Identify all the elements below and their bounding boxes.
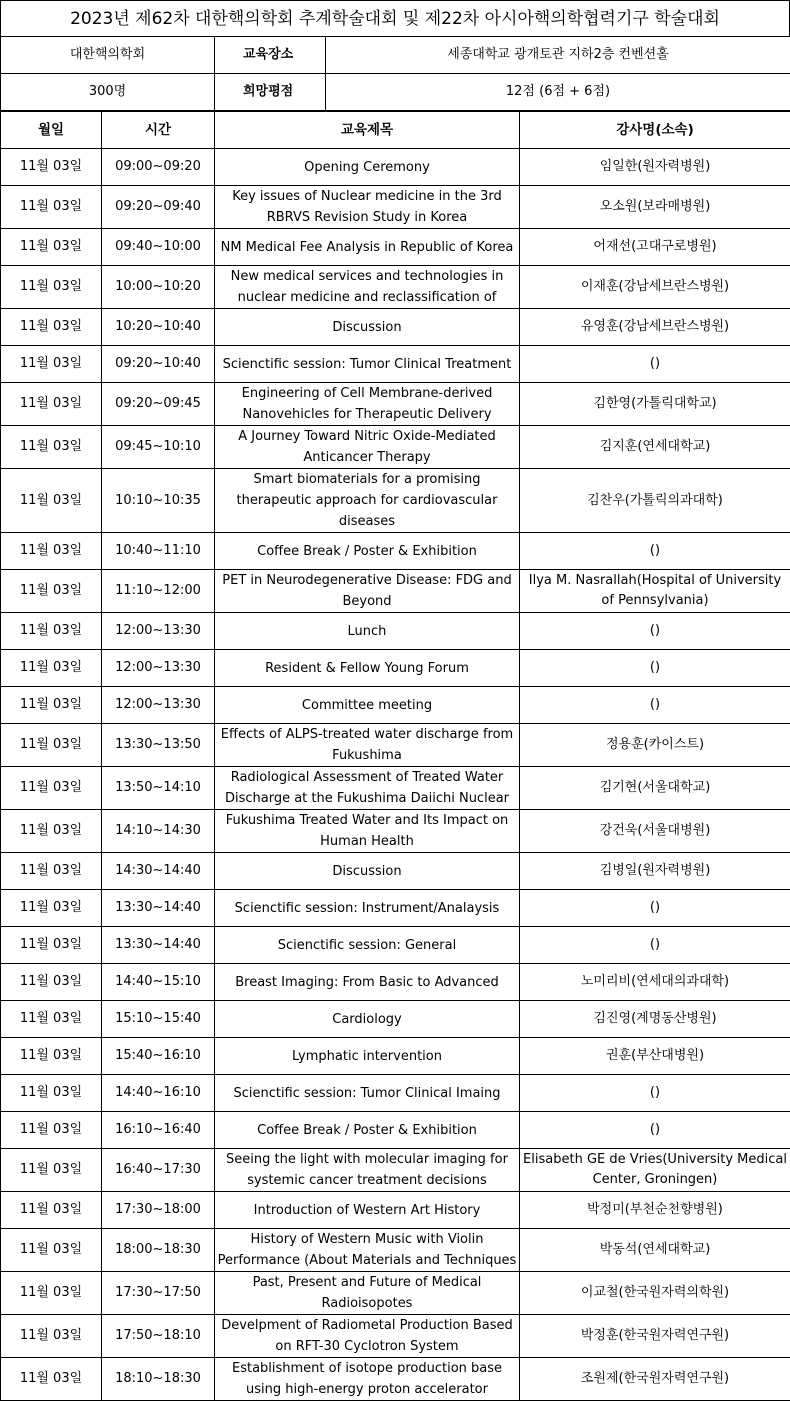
cell-time: 09:40~10:00 — [102, 229, 215, 266]
schedule-body — [1, 149, 790, 1401]
cell-date: 11월 03일 — [1, 1315, 102, 1358]
cell-speaker: 김지훈(연세대학교) — [520, 426, 790, 469]
cell-speaker: () — [520, 346, 790, 383]
table-row — [1, 1001, 790, 1038]
cell-time: 09:20~10:40 — [102, 346, 215, 383]
cell-date: 11월 03일 — [1, 1272, 102, 1315]
cell-date: 11월 03일 — [1, 149, 102, 186]
cell-time: 15:10~15:40 — [102, 1001, 215, 1038]
cell-time: 14:40~16:10 — [102, 1075, 215, 1112]
info-row-2 — [1, 74, 790, 111]
cell-topic: Breast Imaging: From Basic to Advanced — [215, 964, 520, 1001]
cell-time: 11:10~12:00 — [102, 570, 215, 613]
header-topic: 교육제목 — [215, 112, 520, 149]
table-row — [1, 687, 790, 724]
venue: 세종대학교 광개토관 지하2층 컨벤션홀 — [326, 37, 790, 74]
cell-topic: Engineering of Cell Membrane-derived Nanovehicles for Therapeutic Delivery — [215, 383, 520, 426]
cell-topic: Scienctific session: General — [215, 927, 520, 964]
cell-speaker: 김기현(서울대학교) — [520, 767, 790, 810]
cell-time: 13:30~13:50 — [102, 724, 215, 767]
cell-topic: Cardiology — [215, 1001, 520, 1038]
table-row — [1, 1192, 790, 1229]
table-row — [1, 1038, 790, 1075]
cell-date: 11월 03일 — [1, 469, 102, 533]
table-row — [1, 533, 790, 570]
cell-date: 11월 03일 — [1, 927, 102, 964]
table-row — [1, 346, 790, 383]
schedule-header-row — [1, 112, 790, 149]
table-row — [1, 1229, 790, 1272]
cell-date: 11월 03일 — [1, 383, 102, 426]
cell-time: 14:40~15:10 — [102, 964, 215, 1001]
cell-speaker: () — [520, 687, 790, 724]
cell-speaker: () — [520, 890, 790, 927]
cell-speaker: Ilya M. Nasrallah(Hospital of University of Pennsylvania) — [520, 570, 790, 613]
cell-speaker: 어재선(고대구로병원) — [520, 229, 790, 266]
table-row — [1, 853, 790, 890]
cell-date: 11월 03일 — [1, 613, 102, 650]
cell-speaker: () — [520, 927, 790, 964]
table-row — [1, 1358, 790, 1401]
info-row-1 — [1, 37, 790, 74]
table-row — [1, 426, 790, 469]
cell-speaker: 강건욱(서울대병원) — [520, 810, 790, 853]
credits: 12점 (6점 + 6점) — [326, 74, 790, 111]
cell-time: 17:30~18:00 — [102, 1192, 215, 1229]
cell-speaker: () — [520, 650, 790, 687]
cell-date: 11월 03일 — [1, 346, 102, 383]
cell-topic: Opening Ceremony — [215, 149, 520, 186]
cell-topic: Scienctific session: Tumor Clinical Treatment — [215, 346, 520, 383]
cell-date: 11월 03일 — [1, 1075, 102, 1112]
cell-date: 11월 03일 — [1, 266, 102, 309]
table-row — [1, 964, 790, 1001]
cell-topic: Establishment of isotope production base using high-energy proton accelerator — [215, 1358, 520, 1401]
header-speaker: 강사명(소속) — [520, 112, 790, 149]
cell-topic: History of Western Music with Violin Performance (About Materials and Techniques — [215, 1229, 520, 1272]
table-row — [1, 1075, 790, 1112]
cell-time: 09:20~09:40 — [102, 186, 215, 229]
cell-time: 12:00~13:30 — [102, 687, 215, 724]
cell-topic: PET in Neurodegenerative Disease: FDG and Beyond — [215, 570, 520, 613]
table-row — [1, 650, 790, 687]
cell-time: 09:45~10:10 — [102, 426, 215, 469]
cell-time: 10:40~11:10 — [102, 533, 215, 570]
table-row — [1, 229, 790, 266]
cell-date: 11월 03일 — [1, 309, 102, 346]
cell-time: 14:10~14:30 — [102, 810, 215, 853]
cell-topic: Committee meeting — [215, 687, 520, 724]
cell-time: 12:00~13:30 — [102, 613, 215, 650]
cell-date: 11월 03일 — [1, 533, 102, 570]
cell-speaker: 오소원(보라매병원) — [520, 186, 790, 229]
table-row — [1, 810, 790, 853]
cell-time: 10:20~10:40 — [102, 309, 215, 346]
table-row — [1, 724, 790, 767]
cell-date: 11월 03일 — [1, 570, 102, 613]
cell-speaker: () — [520, 613, 790, 650]
cell-time: 12:00~13:30 — [102, 650, 215, 687]
cell-topic: Lunch — [215, 613, 520, 650]
cell-topic: Past, Present and Future of Medical Radioisopotes — [215, 1272, 520, 1315]
cell-time: 15:40~16:10 — [102, 1038, 215, 1075]
venue-label: 교육장소 — [215, 37, 326, 74]
header-time: 시간 — [102, 112, 215, 149]
cell-speaker: 박동석(연세대학교) — [520, 1229, 790, 1272]
cell-time: 16:10~16:40 — [102, 1112, 215, 1149]
cell-topic: Coffee Break / Poster & Exhibition — [215, 1112, 520, 1149]
cell-date: 11월 03일 — [1, 229, 102, 266]
credits-label: 희망평점 — [215, 74, 326, 111]
cell-topic: Lymphatic intervention — [215, 1038, 520, 1075]
cell-speaker: 유영훈(강남세브란스병원) — [520, 309, 790, 346]
cell-date: 11월 03일 — [1, 426, 102, 469]
cell-date: 11월 03일 — [1, 767, 102, 810]
cell-date: 11월 03일 — [1, 1001, 102, 1038]
organizer: 대한핵의학회 — [1, 37, 215, 74]
cell-speaker: 김병일(원자력병원) — [520, 853, 790, 890]
cell-topic: A Journey Toward Nitric Oxide-Mediated Anticancer Therapy — [215, 426, 520, 469]
table-row — [1, 1272, 790, 1315]
cell-speaker: 박정훈(한국원자력연구원) — [520, 1315, 790, 1358]
cell-time: 10:10~10:35 — [102, 469, 215, 533]
cell-time: 14:30~14:40 — [102, 853, 215, 890]
cell-topic: Effects of ALPS-treated water discharge from Fukushima — [215, 724, 520, 767]
cell-topic: NM Medical Fee Analysis in Republic of Korea — [215, 229, 520, 266]
cell-topic: Radiological Assessment of Treated Water Discharge at the Fukushima Daiichi Nuclear — [215, 767, 520, 810]
cell-speaker: () — [520, 1075, 790, 1112]
table-row — [1, 266, 790, 309]
table-row — [1, 570, 790, 613]
cell-speaker: 김한영(가톨릭대학교) — [520, 383, 790, 426]
cell-topic: Introduction of Western Art History — [215, 1192, 520, 1229]
cell-topic: Discussion — [215, 309, 520, 346]
cell-date: 11월 03일 — [1, 724, 102, 767]
cell-time: 18:00~18:30 — [102, 1229, 215, 1272]
cell-time: 09:20~09:45 — [102, 383, 215, 426]
info-table — [0, 36, 790, 111]
cell-topic: Develpment of Radiometal Production Based on RFT-30 Cyclotron System — [215, 1315, 520, 1358]
cell-date: 11월 03일 — [1, 1149, 102, 1192]
cell-time: 17:50~18:10 — [102, 1315, 215, 1358]
cell-speaker: 임일한(원자력병원) — [520, 149, 790, 186]
cell-date: 11월 03일 — [1, 964, 102, 1001]
cell-date: 11월 03일 — [1, 853, 102, 890]
cell-speaker: 김진영(계명동산병원) — [520, 1001, 790, 1038]
cell-topic: Scienctific session: Tumor Clinical Imaing — [215, 1075, 520, 1112]
cell-speaker: 권훈(부산대병원) — [520, 1038, 790, 1075]
cell-speaker: 노미리비(연세대의과대학) — [520, 964, 790, 1001]
table-row — [1, 613, 790, 650]
table-row — [1, 1149, 790, 1192]
cell-date: 11월 03일 — [1, 890, 102, 927]
cell-time: 18:10~18:30 — [102, 1358, 215, 1401]
table-row — [1, 383, 790, 426]
cell-date: 11월 03일 — [1, 650, 102, 687]
cell-speaker: 김찬우(가톨릭의과대학) — [520, 469, 790, 533]
cell-time: 10:00~10:20 — [102, 266, 215, 309]
cell-date: 11월 03일 — [1, 1229, 102, 1272]
cell-speaker: 조원제(한국원자력연구원) — [520, 1358, 790, 1401]
cell-speaker: 박정미(부천순천향병원) — [520, 1192, 790, 1229]
table-row — [1, 927, 790, 964]
schedule-table — [0, 111, 790, 1401]
cell-date: 11월 03일 — [1, 1192, 102, 1229]
cell-time: 13:30~14:40 — [102, 927, 215, 964]
table-row — [1, 309, 790, 346]
cell-date: 11월 03일 — [1, 1358, 102, 1401]
cell-date: 11월 03일 — [1, 687, 102, 724]
cell-time: 13:50~14:10 — [102, 767, 215, 810]
cell-speaker: () — [520, 1112, 790, 1149]
cell-date: 11월 03일 — [1, 1112, 102, 1149]
cell-topic: Discussion — [215, 853, 520, 890]
cell-time: 13:30~14:40 — [102, 890, 215, 927]
table-row — [1, 890, 790, 927]
cell-speaker: 이재훈(강남세브란스병원) — [520, 266, 790, 309]
header-date: 월일 — [1, 112, 102, 149]
cell-speaker: 정용훈(카이스트) — [520, 724, 790, 767]
capacity: 300명 — [1, 74, 215, 111]
table-row — [1, 1112, 790, 1149]
table-row — [1, 1315, 790, 1358]
cell-topic: Seeing the light with molecular imaging for systemic cancer treatment decisions — [215, 1149, 520, 1192]
cell-date: 11월 03일 — [1, 810, 102, 853]
cell-time: 17:30~17:50 — [102, 1272, 215, 1315]
table-row — [1, 469, 790, 533]
table-row — [1, 767, 790, 810]
cell-date: 11월 03일 — [1, 186, 102, 229]
cell-speaker: () — [520, 533, 790, 570]
document-title: 2023년 제62차 대한핵의학회 추계학술대회 및 제22차 아시아핵의학협력기구 학술대회 — [0, 0, 790, 36]
cell-time: 09:00~09:20 — [102, 149, 215, 186]
table-row — [1, 186, 790, 229]
cell-time: 16:40~17:30 — [102, 1149, 215, 1192]
cell-topic: Fukushima Treated Water and Its Impact on Human Health — [215, 810, 520, 853]
cell-speaker: 이교철(한국원자력의학원) — [520, 1272, 790, 1315]
table-row — [1, 149, 790, 186]
cell-topic: Resident & Fellow Young Forum — [215, 650, 520, 687]
cell-speaker: Elisabeth GE de Vries(University Medical Center, Groningen) — [520, 1149, 790, 1192]
cell-topic: Scienctific session: Instrument/Analaysis — [215, 890, 520, 927]
cell-topic: New medical services and technologies in nuclear medicine and reclassification of — [215, 266, 520, 309]
cell-topic: Smart biomaterials for a promising therapeutic approach for cardiovascular diseases — [215, 469, 520, 533]
cell-topic: Key issues of Nuclear medicine in the 3rd RBRVS Revision Study in Korea — [215, 186, 520, 229]
cell-topic: Coffee Break / Poster & Exhibition — [215, 533, 520, 570]
cell-date: 11월 03일 — [1, 1038, 102, 1075]
